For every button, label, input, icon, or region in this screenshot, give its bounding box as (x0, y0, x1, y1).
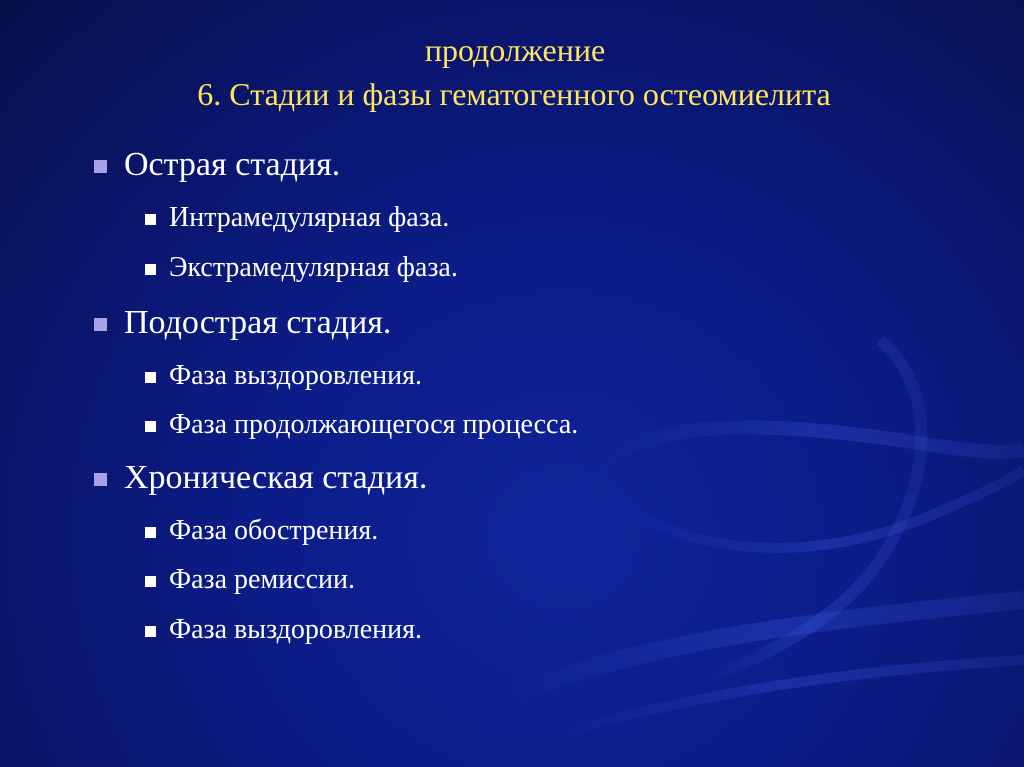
stage-item-subacute (124, 304, 391, 342)
phase-label: Фаза выздоровления. (169, 360, 422, 391)
stage-item-chronic (124, 459, 427, 497)
phase-item (169, 409, 578, 441)
phase-item (169, 360, 422, 392)
stage-item-acute (124, 146, 340, 184)
slide-title (0, 28, 1024, 116)
square-bullet-icon (94, 318, 107, 331)
phase-item (169, 515, 378, 547)
phase-item (169, 564, 355, 596)
phase-item (169, 202, 449, 234)
square-bullet-icon (94, 473, 107, 486)
square-bullet-icon (145, 214, 156, 225)
phase-item (169, 614, 422, 646)
phase-label: Фаза ремиссии. (169, 564, 355, 595)
square-bullet-icon (145, 527, 156, 538)
phase-label: Фаза выздоровления. (169, 614, 422, 645)
stage-label: Подострая стадия. (124, 304, 392, 341)
square-bullet-icon (145, 264, 156, 275)
square-bullet-icon (145, 421, 156, 432)
title-continuation: продолжение (424, 32, 606, 68)
square-bullet-icon (94, 160, 107, 173)
square-bullet-icon (145, 372, 156, 383)
phase-label: Фаза обострения. (169, 515, 379, 546)
phase-item (169, 252, 458, 284)
stage-label: Хроническая стадия. (124, 459, 428, 496)
phase-label: Фаза продолжающегося процесса. (169, 409, 579, 440)
title-heading: 6. Стадии и фазы гематогенного остеомиелита (197, 76, 831, 112)
square-bullet-icon (145, 576, 156, 587)
square-bullet-icon (145, 626, 156, 637)
phase-label: Экстрамедулярная фаза. (169, 252, 458, 283)
phase-label: Интрамедулярная фаза. (169, 202, 450, 233)
stage-label: Острая стадия. (124, 146, 341, 183)
